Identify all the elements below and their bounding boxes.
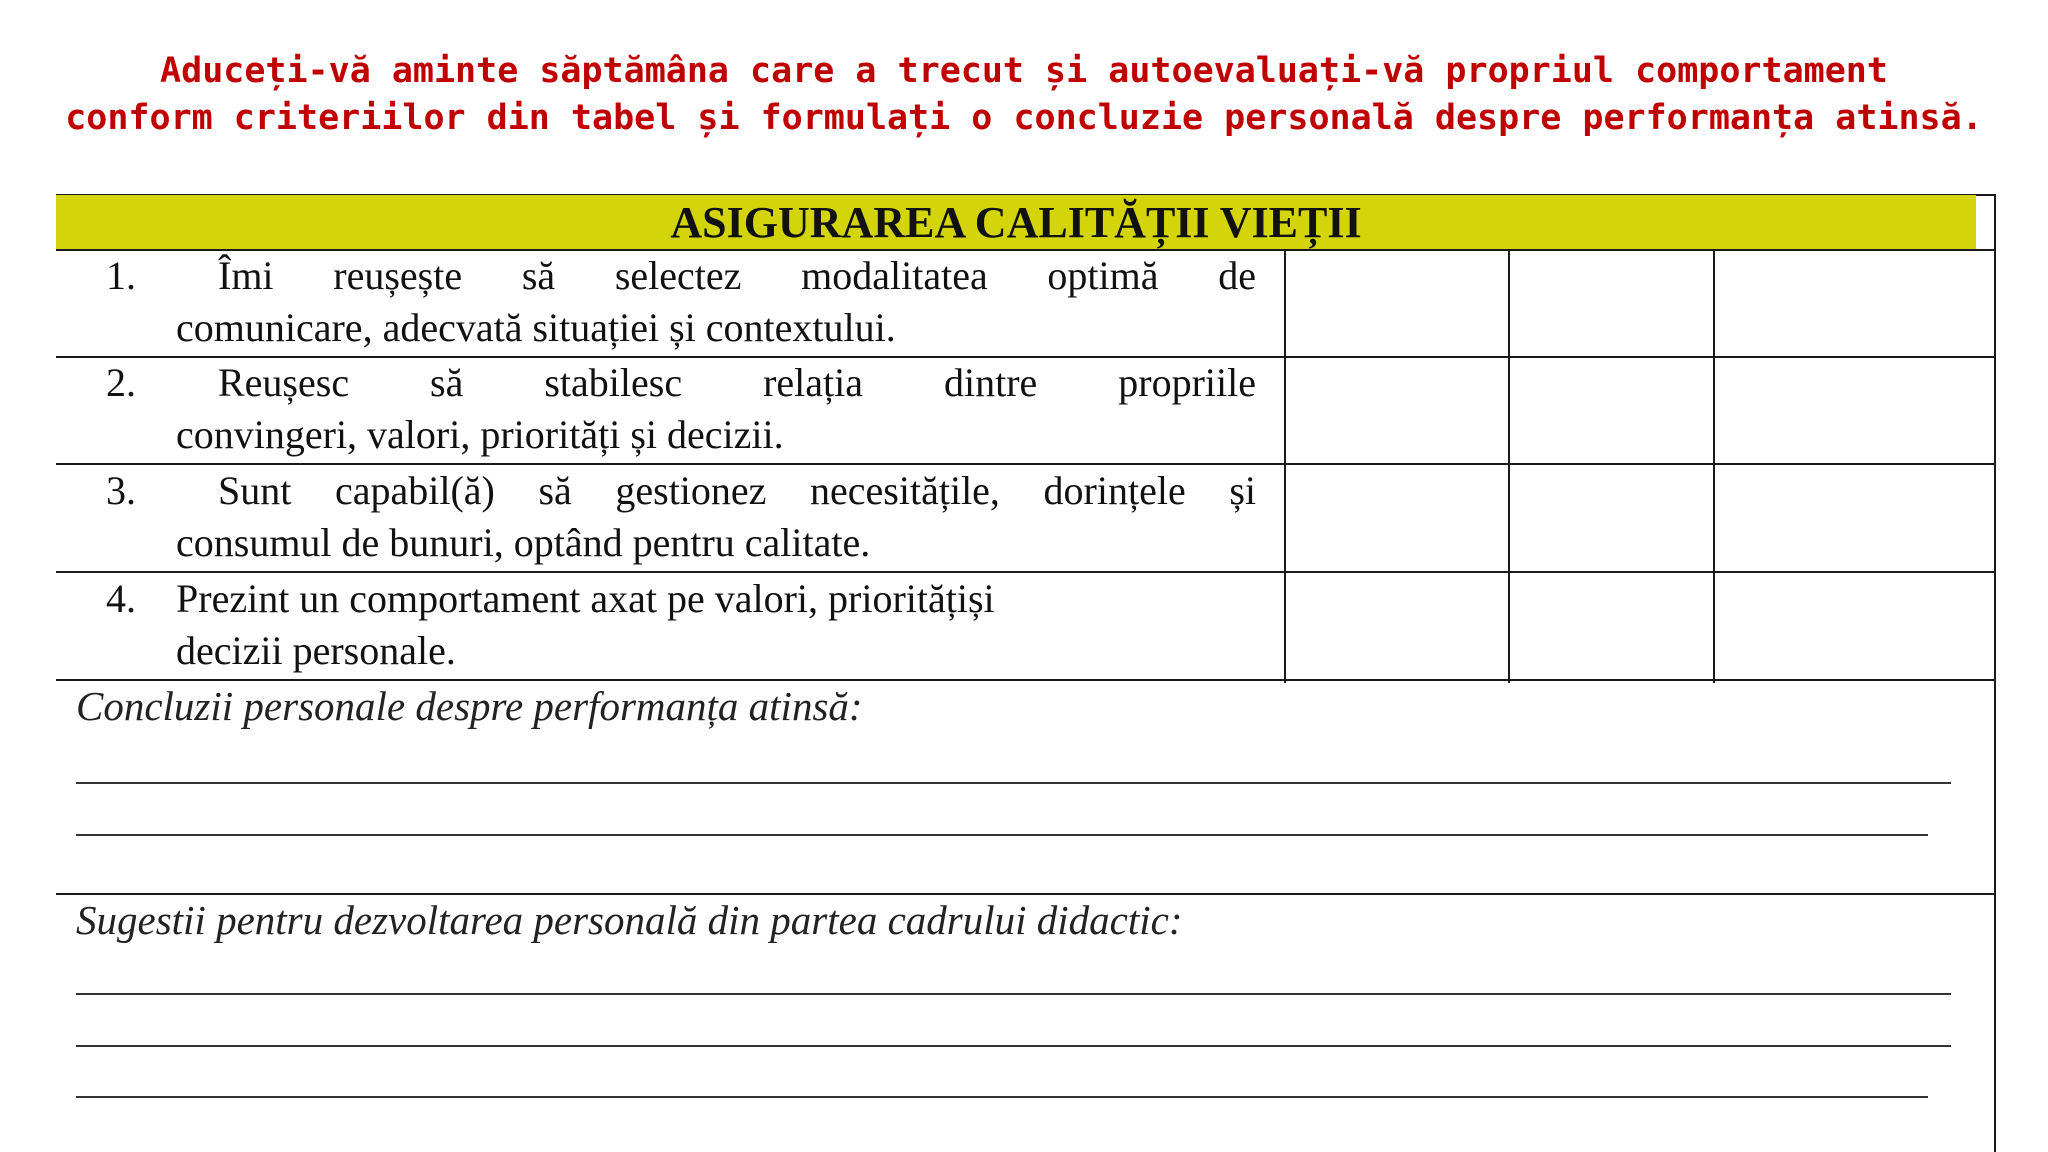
conclusions-label: Concluzii personale despre performanța atinsă: — [76, 683, 863, 729]
row-criterion-line-1: Reușesc să stabilesc relația dintre propriile — [218, 360, 1256, 405]
rating-cell[interactable] — [1286, 573, 1508, 679]
row-number: 4. — [106, 576, 136, 621]
rating-cell[interactable] — [1286, 465, 1508, 571]
row-number: 1. — [106, 253, 136, 298]
conclusions-writing-line-1[interactable] — [76, 782, 1951, 784]
row-criterion-line-2: decizii personale. — [176, 628, 456, 673]
rating-cell[interactable] — [1715, 251, 1994, 356]
rating-cell[interactable] — [1510, 465, 1713, 571]
rating-cell[interactable] — [1510, 358, 1713, 463]
row-criterion-line-2: comunicare, adecvată situației și contextului. — [176, 305, 896, 350]
row-criterion-line-2: convingeri, valori, priorități și decizii. — [176, 412, 784, 457]
instruction-heading — [40, 48, 2008, 142]
row-number: 3. — [106, 468, 136, 513]
instruction-line-1: Aduceți-vă aminte săptămâna care a trecut și autoevaluați-vă propriul comportament — [160, 51, 1888, 91]
suggestions-writing-line-3[interactable] — [76, 1096, 1928, 1098]
row-criterion-line-2: consumul de bunuri, optând pentru calitate. — [176, 520, 871, 565]
rating-cell[interactable] — [1510, 573, 1713, 679]
instruction-line-2: conform criteriilor din tabel și formulați o concluzie personală despre performanța atinsă. — [65, 98, 1983, 138]
table-right-border — [1994, 194, 1996, 1152]
row-criterion-line-1: Sunt capabil(ă) să gestionez necesitățile, dorințele și — [218, 468, 1256, 513]
rating-cell[interactable] — [1286, 358, 1508, 463]
conclusions-writing-line-2[interactable] — [76, 834, 1928, 836]
table-title: ASIGURAREA CALITĂȚII VIEȚII — [56, 195, 1976, 250]
row-criterion-line-1: Prezint un comportament axat pe valori, prioritățiși — [176, 576, 995, 621]
suggestions-writing-line-2[interactable] — [76, 1045, 1951, 1047]
suggestions-writing-line-1[interactable] — [76, 993, 1951, 995]
rating-cell[interactable] — [1715, 465, 1994, 571]
row-criterion-line-1: Îmi reușește să selectez modalitatea optimă de — [218, 253, 1256, 298]
rating-cell[interactable] — [1510, 251, 1713, 356]
rating-cell[interactable] — [1715, 573, 1994, 679]
rating-cell[interactable] — [1715, 358, 1994, 463]
suggestions-label: Sugestii pentru dezvoltarea personală din partea cadrului didactic: — [76, 897, 1183, 943]
row-number: 2. — [106, 360, 136, 405]
rating-cell[interactable] — [1286, 251, 1508, 356]
